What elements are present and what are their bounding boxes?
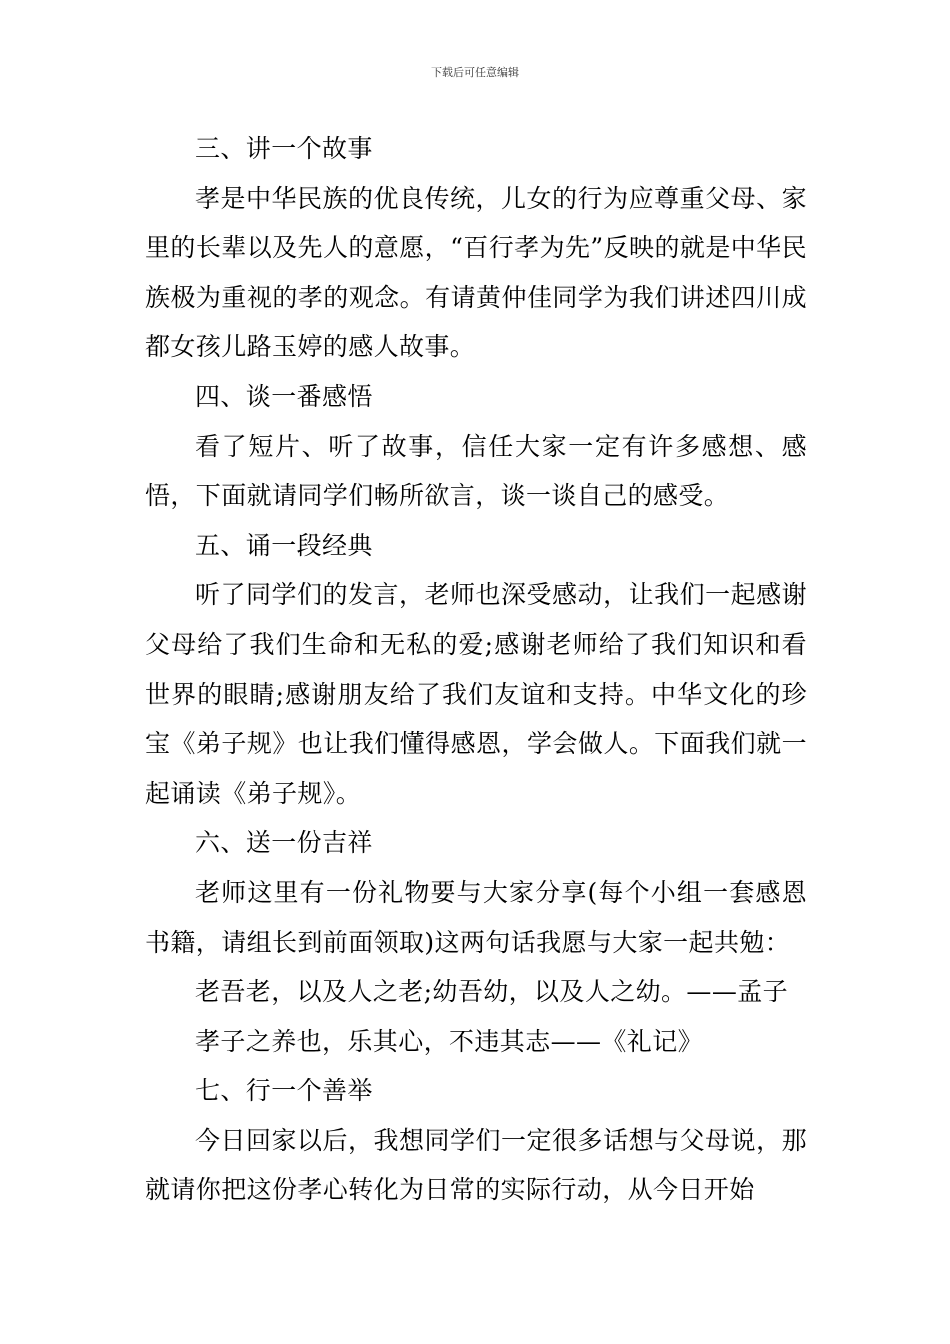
paragraph: 看了短片、听了故事，信任大家一定有许多感想、感悟，下面就请同学们畅所欲言，谈一谈自己的感受。 [145,431,807,511]
paragraph: 老师这里有一份礼物要与大家分享(每个小组一套感恩书籍，请组长到前面领取)这两句话我愿与大家一起共勉： [145,877,807,957]
quote-liji: 孝子之养也，乐其心，不违其志——《礼记》 [195,1026,704,1056]
section-heading-5: 五、诵一段经典 [195,530,373,560]
page-header: 下载后可任意编辑 [431,66,519,79]
quote-mencius: 老吾老，以及人之老;幼吾幼，以及人之幼。——孟子 [195,977,789,1007]
section-heading-3: 三、讲一个故事 [195,134,373,163]
paragraph: 今日回家以后，我想同学们一定很多话想与父母说，那就请你把这份孝心转化为日常的实际行动，从今日开始 [145,1125,807,1205]
paragraph: 孝是中华民族的优良传统，儿女的行为应尊重父母、家里的长辈以及先人的意愿，“百行孝为先”反映的就是中华民族极为重视的孝的观念。有请黄仲佳同学为我们讲述四川成都女孩儿路玉婷的感人故事。 [145,183,807,362]
section-heading-4: 四、谈一番感悟 [195,381,373,411]
section-heading-7: 七、行一个善举 [195,1076,373,1106]
document-body [145,124,807,1215]
paragraph: 听了同学们的发言，老师也深受感动，让我们一起感谢父母给了我们生命和无私的爱;感谢老师给了我们知识和看世界的眼睛;感谢朋友给了我们友谊和支持。中华文化的珍宝《弟子规》也让我们懂得感恩，学会做人。下面我们就一起诵读《弟子规》。 [145,580,807,808]
section-heading-6: 六、送一份吉祥 [195,828,373,858]
